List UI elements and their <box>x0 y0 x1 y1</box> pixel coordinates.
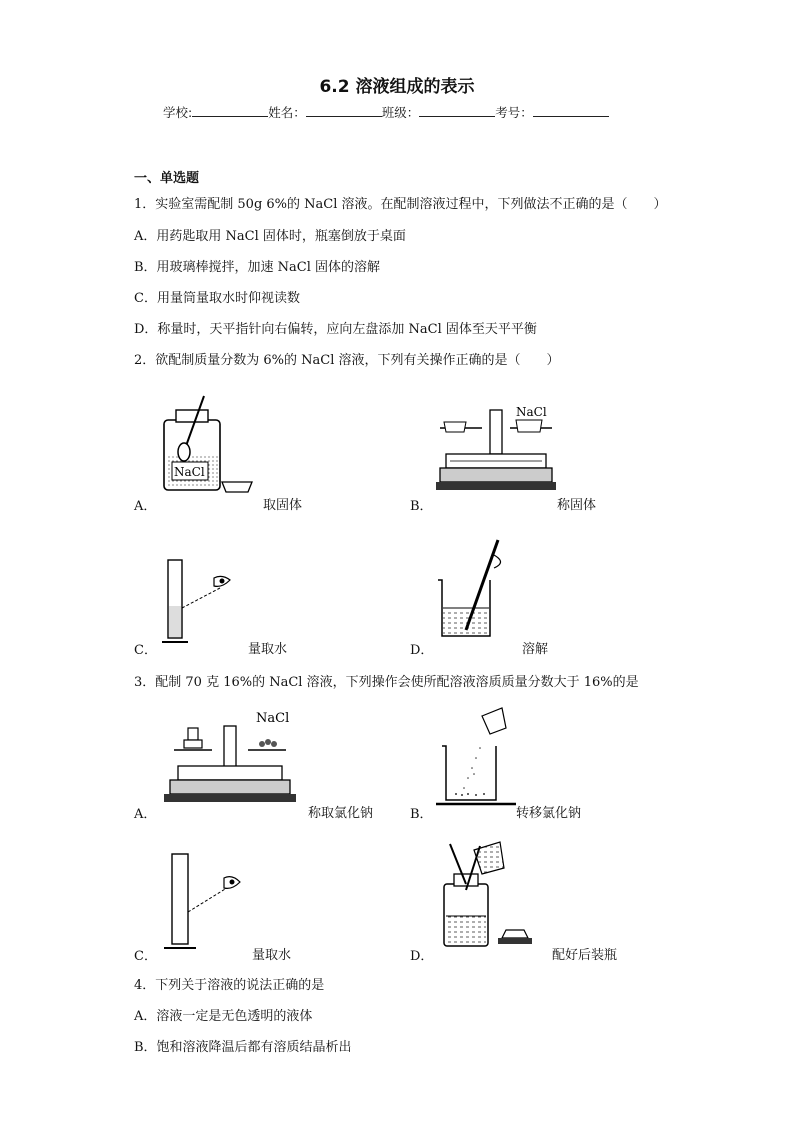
q2-letter-a: A． <box>134 499 157 514</box>
name-label: 姓名： <box>268 105 306 120</box>
exam-no-blank <box>533 104 609 117</box>
q2-caption-b: 称固体 <box>557 498 597 513</box>
q2-figure-c-measure-water <box>160 560 240 650</box>
q4-stem: 4．下列关于溶液的说法正确的是 <box>134 978 325 993</box>
q1-stem: 1．实验室需配制 50g 6%的 NaCl 溶液。在配制溶液过程中，下列做法不正确的是（ ） <box>134 197 667 212</box>
q3-figure-b-transfer-nacl <box>436 708 526 808</box>
q2-figure-a-take-solid <box>160 392 260 502</box>
q4-option-a: A．溶液一定是无色透明的液体 <box>134 1009 313 1024</box>
q1-option-d: D．称量时，天平指针向右偏转，应向左盘添加 NaCl 固体至天平平衡 <box>134 322 537 337</box>
q3-figure-c-measure-water <box>160 854 250 954</box>
q4-option-b: B．饱和溶液降温后都有溶质结晶析出 <box>134 1040 352 1055</box>
school-label: 学校: <box>163 105 193 120</box>
exam-no-label: 考号： <box>495 105 533 120</box>
q3-caption-c: 量取水 <box>252 948 292 963</box>
q1-option-b: B．用玻璃棒搅拌，加速 NaCl 固体的溶解 <box>134 260 381 275</box>
q2-a-bottle-label: NaCl <box>174 465 205 479</box>
q3-a-balance-label: NaCl <box>256 711 290 726</box>
q2-caption-c: 量取水 <box>248 642 288 657</box>
q1-option-a: A．用药匙取用 NaCl 固体时，瓶塞倒放于桌面 <box>134 229 406 244</box>
q3-caption-d: 配好后装瓶 <box>552 948 618 963</box>
q3-letter-c: C． <box>134 949 157 964</box>
q3-caption-b: 转移氯化钠 <box>516 806 582 821</box>
q2-letter-d: D． <box>410 643 434 658</box>
q2-figure-d-dissolve <box>436 536 516 646</box>
q2-b-balance-label: NaCl <box>516 405 547 419</box>
name-blank <box>306 104 382 117</box>
section-heading: 一、单选题 <box>134 171 200 186</box>
q2-caption-a: 取固体 <box>263 498 303 513</box>
q3-caption-a: 称取氯化钠 <box>308 806 374 821</box>
class-blank <box>419 104 495 117</box>
q3-figure-a-weigh-nacl <box>160 708 300 808</box>
q2-stem: 2．欲配制质量分数为 6%的 NaCl 溶液，下列有关操作正确的是（ ） <box>134 353 560 368</box>
q2-caption-d: 溶解 <box>522 642 549 657</box>
class-label: 班级： <box>381 105 420 120</box>
student-info-line <box>163 103 609 121</box>
page-title: 6.2 溶液组成的表示 <box>319 77 475 97</box>
q2-figure-b-weigh-solid <box>436 402 556 498</box>
q3-figure-d-bottle-transfer <box>436 840 546 950</box>
q2-letter-c: C． <box>134 643 157 658</box>
q3-letter-b: B． <box>410 807 433 822</box>
q3-stem: 3．配制 70 克 16%的 NaCl 溶液，下列操作会使所配溶液溶质质量分数大于 16%的是 <box>134 675 639 690</box>
school-blank <box>192 104 268 117</box>
q2-letter-b: B． <box>410 499 433 514</box>
q3-letter-d: D． <box>410 949 434 964</box>
q1-option-c: C．用量筒量取水时仰视读数 <box>134 291 300 306</box>
q3-letter-a: A． <box>134 807 157 822</box>
